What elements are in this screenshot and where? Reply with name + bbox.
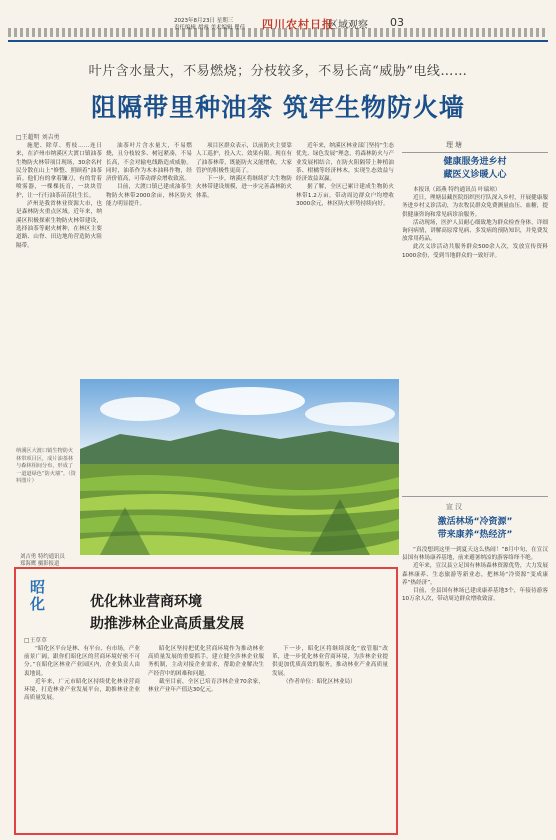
sidebar-rule xyxy=(402,496,548,497)
photo-illustration xyxy=(80,379,399,555)
paragraph: 昭化区坚持把优化营商环境作为推动林业高质量发展的重要抓手，建立健全涉林企业服务机制，主动对接企业需求，帮助企业解决生产经营中的困难和问题。 xyxy=(148,646,264,677)
paragraph: 截至目前，全区已培育涉林企业70余家，林业产业年产值达30亿元。 xyxy=(148,678,264,694)
masthead xyxy=(0,0,556,44)
paragraph: 目前，全县国有林场已建成康养基地3个，年接待游客10万余人次，带动周边群众增收致富。 xyxy=(402,588,548,603)
paragraph: “昭化区平台是林、有平台、有市场，产业前景广阔，跟你们昭化区的营商环境好密不可分。”在昭化区林业产业园区内，企业负责人由衷地说。 xyxy=(24,646,140,677)
page-number: 03 xyxy=(390,16,404,29)
paragraph: 据了解，全区已累计建成生物防火林带1.2万亩，带动周边群众户均增收3000余元，林区防火形势持续向好。 xyxy=(296,184,394,208)
paragraph: 泸州是我省林业资源大市，也是森林防火重点区域。近年来，纳溪区积极探索生物防火林带建设，选择油茶等耐火树种，在林区主要道路、山脊、田边地角营造防火阻隔带。 xyxy=(16,201,102,249)
article-column-3 xyxy=(196,142,292,374)
sidebar-top-body xyxy=(402,186,548,488)
section-name: 区域观察 xyxy=(328,20,368,31)
article-kicker: 叶片含水量大，不易燃烧；分枝较多，不易长高“威胁”电线…… xyxy=(88,64,468,79)
article-column-2 xyxy=(106,142,192,374)
feature-title-line2: 助推涉林企业高质量发展 xyxy=(90,616,244,632)
feature-column-1 xyxy=(24,645,140,833)
tea-plantation-photo xyxy=(80,379,399,555)
feature-title-line1: 优化林业营商环境 xyxy=(90,594,202,610)
article-byline: □王超明 刘吉勇 xyxy=(16,134,60,141)
paragraph: 项目区群众表示，以前防火主要靠人工巡护，投入大、效果有限。现在有了油茶林带，既能防火又能增收，大家管护的积极性更高了。 xyxy=(196,143,292,174)
sidebar-bottom-body xyxy=(402,546,548,832)
photo-credit: 刘吉勇 特约通讯员 郑海鹰 摄影报道 xyxy=(20,554,65,567)
sidebar-bottom-title-line1: 激活林场“冷资源” xyxy=(437,517,513,527)
feature-byline: □王草草 xyxy=(24,638,47,644)
paragraph: 此次义诊活动共服务群众500余人次，发放宣传资料1000余份，受到当地群众的一致好评。 xyxy=(402,244,548,259)
article-headline: 阻隔带里种油茶 筑牢生物防火墙 xyxy=(91,93,465,122)
sidebar-bottom-title-line2: 带来康养“热经济” xyxy=(437,530,513,540)
paragraph: 施肥、除草、剪枝……连日来，在泸州市纳溪区大渡口镇油茶生物防火林带项目现场，30余名村民分散在山上“修整、照顾着”油茶苗。他们有的拿着镰刀，有的背着喷雾器，一棵棵抚育，一块块管护，让一行行油茶苗茁壮生长。 xyxy=(16,143,102,199)
article-column-1 xyxy=(16,142,102,374)
paragraph: 油茶叶片含水量大，不易燃烧，且分枝较多、树冠紧凑，不易长高，不会对输电线路造成威胁。同时，油茶作为木本油料作物，经济价值高，可带动群众增收致富。 xyxy=(106,143,192,183)
sidebar-rule xyxy=(402,152,548,153)
paragraph: 近年来，广元市昭化区持续优化林业营商环境，打造林业产业发展平台，助推林业企业高质量发展。 xyxy=(24,678,140,702)
paragraph: 目前，大渡口镇已建成油茶生物防火林带2000余亩，林区防火能力明显提升。 xyxy=(106,184,192,208)
paragraph: （作者单位：昭化区林业局） xyxy=(283,678,356,685)
editor-credits: 责任编辑 胡睿 美术编辑 瞿佳 xyxy=(174,25,246,31)
masthead-rule xyxy=(8,40,548,42)
article-column-4 xyxy=(296,142,394,374)
masthead-date xyxy=(174,18,245,32)
paragraph: 近年来，宣汉县立足国有林场森林资源优势，大力发展森林康养、生态旅游等新业态，把林场“冷资源”变成康养“热经济”。 xyxy=(402,563,548,586)
sidebar-tag-xuanhan: 宣汉 xyxy=(446,503,464,511)
paragraph: 近年来，纳溪区林业部门坚持“生态优先、绿色发展”理念，将森林防火与产业发展相结合，在防火阻隔带上种植油茶、柑橘等经济林木，实现生态效益与经济效益双赢。 xyxy=(296,143,394,183)
paragraph: 近日，理塘县藏医院组织医疗队深入乡村，开展健康服务进乡村义诊活动，为农牧民群众免费测量血压、血糖，提供健康咨询和常见病诊治服务。 xyxy=(402,195,548,218)
feature-column-3 xyxy=(272,645,388,833)
feature-location-tag: 昭化 xyxy=(30,578,46,613)
newspaper-logo: 四川农村日报 xyxy=(262,18,334,31)
sidebar-byline: 本报讯（邱燕 特约通讯员 叶瑞琼） xyxy=(413,187,501,193)
sidebar-title-line1: 健康服务进乡村 xyxy=(443,157,507,167)
sidebar-tag-litang: 理塘 xyxy=(446,141,464,149)
issue-date: 2023年8月23日 星期三 xyxy=(174,18,234,24)
paragraph: 下一步，昭化区将继续深化“放管服”改革，进一步优化林业营商环境，为涉林企业提供更加优质高效的服务，推动林业产业高质量发展。 xyxy=(272,646,388,677)
photo-caption: 纳溪区大渡口镇生物防火林带项目区，成片油茶林与森林相间分布，形成了一道道绿色“防火墙”。（资料图片） xyxy=(16,448,76,485)
sidebar-title-line2: 藏医义诊暖人心 xyxy=(443,170,507,180)
paragraph: “真没想到这里一到夏天这么热闹！”8月中旬，在宣汉县国有林场康养基地，前来避暑纳凉的游客络绎不绝。 xyxy=(402,547,548,562)
featured-article-box xyxy=(14,567,398,835)
paragraph: 活动现场，医护人员耐心细致地为群众检查身体，详细询问病情，讲解高原常见病、多发病的预防知识，并免费发放常用药品。 xyxy=(402,219,548,243)
feature-column-2 xyxy=(148,645,264,833)
paragraph: 下一步，纳溪区将继续扩大生物防火林带建设规模，进一步完善森林防火体系。 xyxy=(196,176,292,199)
